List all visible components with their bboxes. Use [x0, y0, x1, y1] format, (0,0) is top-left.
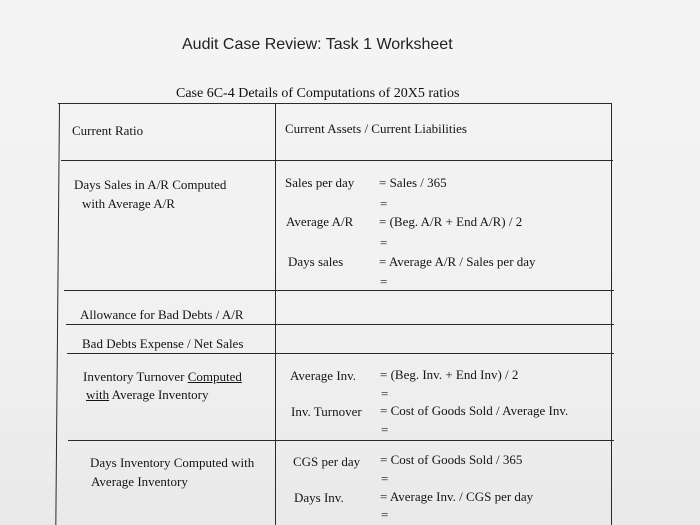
- inventory-turnover-label-1a: Inventory Turnover: [83, 369, 188, 384]
- case-subtitle: Case 6C-4 Details of Computations of 20X5 ratios: [176, 86, 460, 101]
- days-sales-label-1: Days Sales in A/R Computed: [74, 177, 227, 192]
- average-ar-answer: =: [380, 235, 388, 250]
- cgs-per-day-answer: =: [381, 471, 389, 486]
- current-ratio-label: Current Ratio: [72, 123, 144, 138]
- current-ratio-formula: Current Assets / Current Liabilities: [285, 121, 467, 136]
- inventory-turnover-label-1: [83, 369, 242, 385]
- rule-right: [611, 103, 612, 525]
- rule-row2: [64, 290, 614, 291]
- sales-per-day-name: Sales per day: [285, 175, 355, 190]
- days-inventory-label-2: Average Inventory: [91, 474, 188, 489]
- rule-top: [58, 103, 611, 104]
- rule-row3: [66, 324, 614, 325]
- page-title: Audit Case Review: Task 1 Worksheet: [182, 36, 453, 53]
- sales-per-day-answer: =: [380, 196, 388, 211]
- inv-turnover-name: Inv. Turnover: [291, 404, 362, 419]
- inv-turnover-expr: = Cost of Goods Sold / Average Inv.: [380, 403, 569, 418]
- rule-left: [55, 103, 60, 525]
- rule-row5: [68, 440, 614, 441]
- days-sales-label-2: with Average A/R: [82, 196, 175, 211]
- days-inv-answer: =: [381, 507, 389, 522]
- inventory-turnover-label-1b: Computed: [187, 369, 242, 384]
- rule-row4: [67, 353, 614, 354]
- days-sales-expr: = Average A/R / Sales per day: [379, 254, 536, 269]
- average-ar-name: Average A/R: [286, 214, 354, 229]
- days-sales-answer: =: [380, 274, 388, 289]
- bad-debts-label: Bad Debts Expense / Net Sales: [82, 336, 244, 351]
- average-inv-expr: = (Beg. Inv. + End Inv) / 2: [380, 367, 519, 382]
- days-inv-expr: = Average Inv. / CGS per day: [380, 489, 534, 504]
- average-ar-expr: = (Beg. A/R + End A/R) / 2: [379, 214, 523, 229]
- days-sales-name: Days sales: [288, 254, 344, 269]
- cgs-per-day-name: CGS per day: [293, 454, 361, 469]
- inv-turnover-answer: =: [381, 422, 389, 437]
- inventory-turnover-label-2: [86, 387, 209, 403]
- days-inventory-label-1: Days Inventory Computed with: [90, 455, 255, 470]
- cgs-per-day-expr: = Cost of Goods Sold / 365: [380, 452, 523, 467]
- average-inv-name: Average Inv.: [290, 368, 357, 383]
- days-inv-name: Days Inv.: [294, 490, 344, 505]
- sales-per-day-expr: = Sales / 365: [379, 175, 447, 190]
- rule-row1: [61, 160, 613, 161]
- allowance-label: Allowance for Bad Debts / A/R: [80, 307, 244, 322]
- inventory-turnover-label-2a: with: [86, 387, 110, 402]
- average-inv-answer: =: [381, 386, 389, 401]
- rule-mid: [275, 103, 276, 525]
- inventory-turnover-label-2b: Average Inventory: [109, 387, 209, 402]
